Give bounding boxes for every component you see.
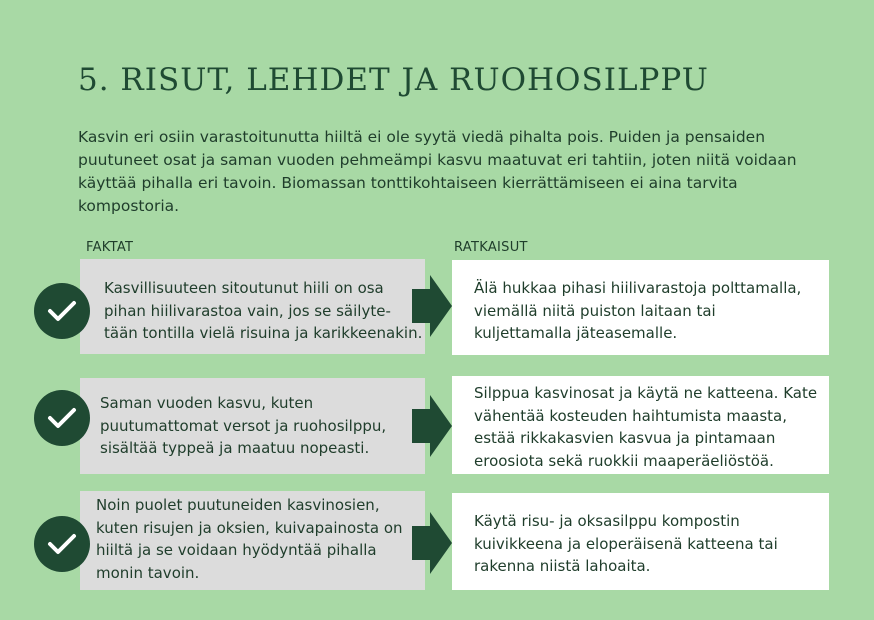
solution-line: Silppua kasvinosat ja käytä ne katteena. Kate <box>474 384 818 402</box>
fact-line: kuten risujen ja oksien, kuivapainosta on <box>96 518 403 537</box>
solution-line: eroosiota sekä ruokkii maaperäeliöstöä. <box>474 451 774 470</box>
fact-line: sisältää typpeä ja maatuu nopeasti. <box>100 439 370 457</box>
solution-line: Älä hukkaa pihasi hiilivarastoja polttamalla, <box>474 279 802 297</box>
solution-line: Käytä risu- ja oksasilppu kompostin <box>474 512 740 530</box>
fact-line: puutumattomat versot ja ruohosilppu, <box>100 416 387 435</box>
solution-box <box>452 260 829 355</box>
solution-line: kuivikkeena ja eloperäisenä katteena tai <box>474 534 778 553</box>
solutions-column-label: RATKAISUT <box>454 240 528 255</box>
solution-line: vähentää kosteuden haihtumista maasta, <box>474 406 787 425</box>
arrow-right-icon <box>412 275 452 337</box>
solution-line: estää rikkakasvien kasvua ja pintamaan <box>474 429 776 447</box>
check-circle-icon <box>34 516 90 572</box>
fact-line: pihan hiilivarastoa vain, jos se säilyte- <box>104 301 391 320</box>
fact-box <box>80 491 425 590</box>
solution-line: rakenna niistä lahoaita. <box>474 557 651 575</box>
check-circle-icon <box>34 390 90 446</box>
fact-line: Kasvillisuuteen sitoutunut hiili on osa <box>104 279 384 297</box>
fact-line: tään tontilla vielä risuina ja karikkeenakin. <box>104 324 423 342</box>
fact-line: hiiltä ja se voidaan hyödyntää pihalla <box>96 541 377 559</box>
fact-line: monin tavoin. <box>96 563 200 582</box>
solution-line: kuljettamalla jäteasemalle. <box>474 324 678 342</box>
facts-column-label: FAKTAT <box>86 240 134 255</box>
fact-line: Saman vuoden kasvu, kuten <box>100 394 314 412</box>
page-title: 5. RISUT, LEHDET JA RUOHOSILPPU <box>78 62 709 98</box>
fact-box <box>80 259 425 354</box>
solution-box <box>452 493 829 590</box>
fact-box <box>80 378 425 474</box>
intro-paragraph: Kasvin eri osiin varastoitunutta hiiltä ei ole syytä viedä pihalta pois. Puiden ja pensaiden puutuneet osat ja saman vuoden pehmeämpi kasvu maatuvat eri tahtiin, joten niitä voidaan käyttää pihalla eri tavoin. Biomassan tonttikohtaiseen kierrättämiseen ei aina tarvita kompostoria. <box>78 128 797 215</box>
fact-line: Noin puolet puutuneiden kasvinosien, <box>96 496 380 514</box>
solution-box <box>452 376 829 474</box>
check-circle-icon <box>34 283 90 339</box>
solution-line: viemällä niitä puiston laitaan tai <box>474 301 716 320</box>
arrow-right-icon <box>412 512 452 574</box>
arrow-right-icon <box>412 395 452 457</box>
